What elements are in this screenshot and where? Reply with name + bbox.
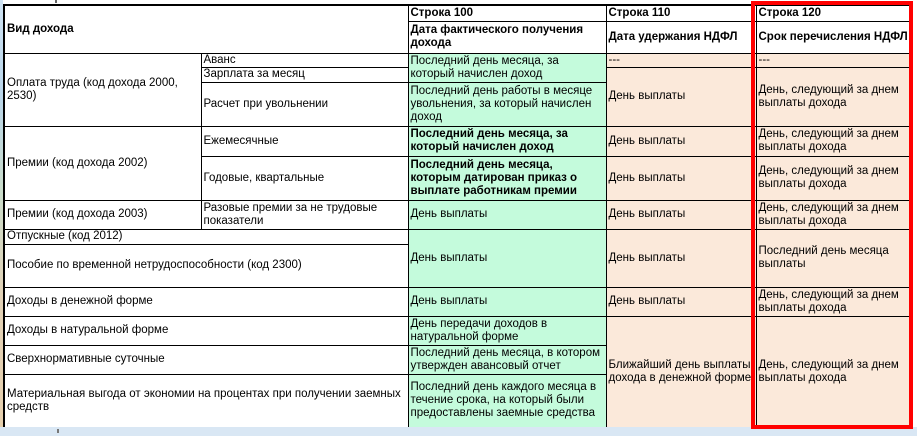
cell-sub-raschet-uvolnenie[interactable]: Расчет при увольнении [201, 82, 408, 126]
cell-group-premii-2002[interactable]: Премии (код дохода 2002) [4, 126, 201, 200]
cell-c110-den-vyplaty-premii-god[interactable]: День выплаты [606, 156, 756, 200]
cell-c120-posledniy-den-mesyaca-vyplaty[interactable]: Последний день месяца выплаты [756, 229, 912, 287]
cell-c120-den-sleduyushchiy-2003[interactable]: День, следующий за днем выплаты дохода [756, 200, 912, 229]
cell-c100-den-vyplaty-den-forma[interactable]: День выплаты [408, 287, 606, 316]
window-edge-bottom [0, 427, 917, 436]
header-data-polucheniya-dohoda[interactable]: Дата фактического получения дохода [408, 21, 606, 53]
cell-c100-den-vyplaty-otpusk[interactable]: День выплаты [408, 229, 606, 287]
cell-full-materialnaya-vygoda[interactable]: Материальная выгода от экономии на процентах при получении заемных средств [4, 374, 408, 428]
cell-c100-avansovyy-otchet[interactable]: Последний день месяца, в котором утвержден авансовый отчет [408, 345, 606, 374]
cell-c110-den-vyplaty-den-forma[interactable]: День выплаты [606, 287, 756, 316]
cell-c100-premii-prikaz[interactable]: Последний день месяца, которым датирован приказ о выплате работникам премии [408, 156, 606, 200]
cell-c100-posledniy-den-mesyaca[interactable]: Последний день месяца, за который начислен доход [408, 53, 606, 82]
cell-sub-avans[interactable]: Аванс [201, 53, 408, 67]
cell-sub-zarplata[interactable]: Зарплата за месяц [201, 67, 408, 82]
cell-full-dohody-naturalnye[interactable]: Доходы в натуральной форме [4, 316, 408, 345]
cell-c110-den-vyplaty-premii-mes[interactable]: День выплаты [606, 126, 756, 156]
cell-c120-den-sleduyushchiy-merged[interactable]: День, следующий за днем выплаты дохода [756, 316, 912, 428]
cell-sub-godovye-kvartalnye[interactable]: Годовые, квартальные [201, 156, 408, 200]
header-data-uderzhaniya-ndfl[interactable]: Дата удержания НДФЛ [606, 21, 756, 53]
gridline-tick-bottom [57, 429, 59, 433]
header-vid-dohoda[interactable]: Вид дохода [4, 5, 408, 53]
cell-c100-posledniy-den-raboty[interactable]: Последний день работы в месяце увольнения, за который начислен доход [408, 82, 606, 126]
cell-c100-den-vyplaty-2003[interactable]: День выплаты [408, 200, 606, 229]
header-stroka-120[interactable]: Строка 120 [756, 5, 912, 21]
cell-full-otpusknye[interactable]: Отпускные (код 2012) [4, 229, 408, 244]
cell-c120-den-sleduyushchiy-den-forma[interactable]: День, следующий за днем выплаты дохода [756, 287, 912, 316]
cell-c120-den-sleduyushchiy-premii-mes[interactable]: День, следующий за днем выплаты дохода [756, 126, 912, 156]
cell-c110-den-vyplaty-zp[interactable]: День выплаты [606, 67, 756, 126]
cell-c110-blizhayshiy-den-vyplaty[interactable]: Ближайший день выплаты дохода в денежной форме [606, 316, 756, 428]
cell-c100-posledniy-den-kazhdogo-mesyaca[interactable]: Последний день каждого месяца в течение срока, на который были предоставлены заемные средства [408, 374, 606, 428]
gridline-tick-top [55, 0, 57, 3]
cell-c110-avans-dash[interactable]: --- [606, 53, 756, 67]
cell-sub-razovye-premii[interactable]: Разовые премии за не трудовые показатели [201, 200, 408, 229]
header-stroka-110[interactable]: Строка 110 [606, 5, 756, 21]
cell-full-posobie[interactable]: Пособие по временной нетрудоспособности (код 2300) [4, 244, 408, 287]
cell-sub-ezhemesyachnye[interactable]: Ежемесячные [201, 126, 408, 156]
cell-c120-den-sleduyushchiy-premii-god[interactable]: День, следующий за днем выплаты дохода [756, 156, 912, 200]
cell-c110-den-vyplaty-otpusk[interactable]: День выплаты [606, 229, 756, 287]
header-stroka-100[interactable]: Строка 100 [408, 5, 606, 21]
cell-full-sverhnormativnye-sutochnye[interactable]: Сверхнормативные суточные [4, 345, 408, 374]
cell-c110-den-vyplaty-2003[interactable]: День выплаты [606, 200, 756, 229]
cell-c120-avans-dash[interactable]: --- [756, 53, 912, 67]
cell-c100-den-peredachi[interactable]: День передачи доходов в натуральной форме [408, 316, 606, 345]
cell-c100-premii-mes[interactable]: Последний день месяца, за который начислен доход [408, 126, 606, 156]
cell-c120-den-sleduyushchiy-zp[interactable]: День, следующий за днем выплаты дохода [756, 67, 912, 126]
cell-full-dohody-denezhnye[interactable]: Доходы в денежной форме [4, 287, 408, 316]
header-srok-perechisleniya-ndfl[interactable]: Срок перечисления НДФЛ [756, 21, 912, 53]
cell-group-oplata-truda[interactable]: Оплата труда (код дохода 2000, 2530) [4, 53, 201, 126]
ndfl-deadlines-table [3, 4, 913, 429]
cell-group-premii-2003[interactable]: Премии (код дохода 2003) [4, 200, 201, 229]
